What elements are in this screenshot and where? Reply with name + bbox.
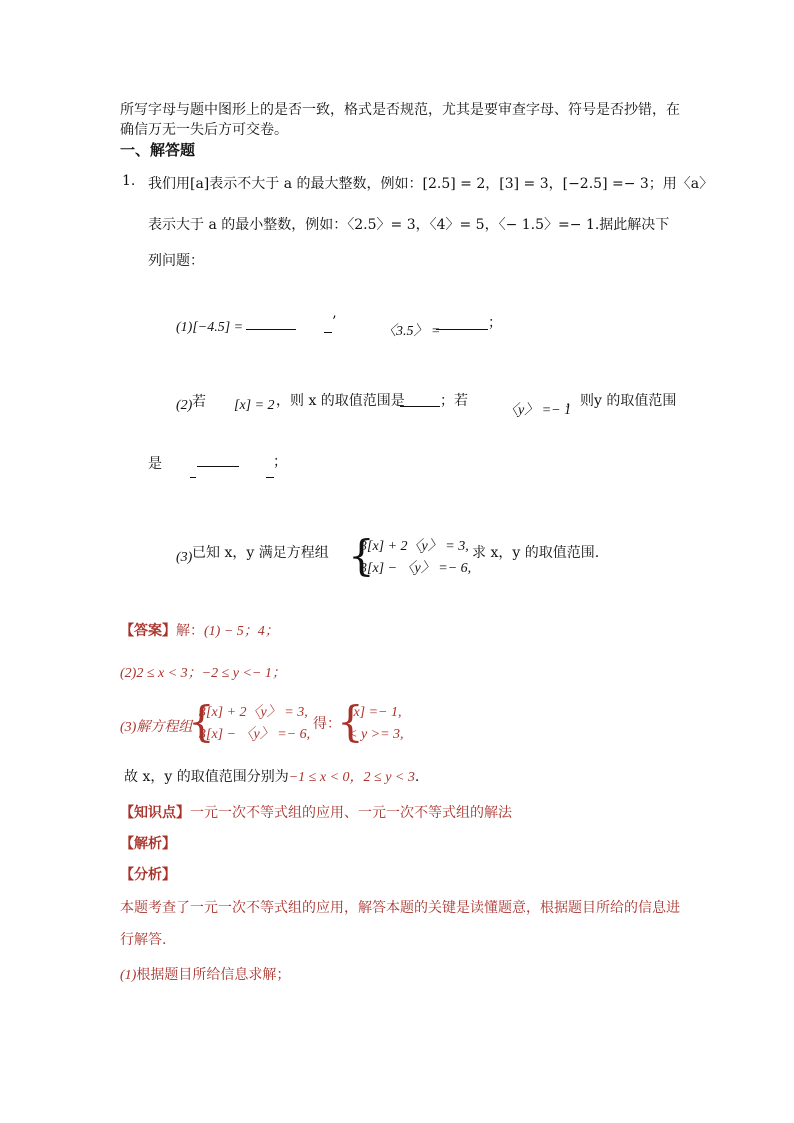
answer-a3-eq1: 3[x] + 2〈y〉 = 3, xyxy=(199,705,308,720)
answer-line-1 xyxy=(120,620,279,640)
intro-line-1: 所写字母与题中图形上的是否一致，格式是否规范，尤其是要审查字母、符号是否抄错，在 xyxy=(120,102,680,118)
section-title: 一、解答题 xyxy=(120,141,196,159)
p2-semi: ；若 xyxy=(440,393,468,409)
p2-ruo: 若 xyxy=(192,394,206,410)
p1-end: ； xyxy=(488,315,502,331)
answer-a3-r2: < y >= 3, xyxy=(348,727,404,742)
answer-a2: (2)2 ≤ x < 3；−2 ≤ y <− 1； xyxy=(120,666,286,681)
p1-blank-1 xyxy=(246,315,296,334)
p2-eq2: 〈y〉 =− 1 xyxy=(504,403,572,418)
p1-label: (1)[−4.5] = xyxy=(176,320,244,335)
knowledge-line xyxy=(120,802,512,822)
p1-b: 〈3.5〉 = xyxy=(382,324,441,339)
step1-text: 根据题目所给信息求解； xyxy=(136,967,291,983)
p3-label: (3) xyxy=(176,550,193,565)
q1-line-2: 表示大于 a 的最小整数，例如：〈2.5〉= 3，〈4〉= 5，〈− 1.5〉=− 1.据此解决下 xyxy=(148,217,670,233)
answer-a4-range: −1 ≤ x < 0，2 ≤ y < 3 xyxy=(288,770,415,785)
step1-label: (1) xyxy=(120,968,137,983)
fenxi-line-1: 本题考查了一元一次不等式组的应用，解答本题的关键是读懂题意，根据题目所给的信息进 xyxy=(120,900,680,916)
answer-brace-1: { xyxy=(188,697,215,746)
answer-a3-de: 得： xyxy=(313,716,341,732)
p2-blank-2 xyxy=(197,452,239,471)
p1-mark: ’ xyxy=(332,314,337,330)
q1-number: 1. xyxy=(122,173,136,189)
jiexi-tag: 【解析】 xyxy=(120,836,176,852)
knowledge-tag: 【知识点】 xyxy=(120,805,190,821)
p3-eq1: 3[x] + 2〈y〉 = 3, xyxy=(360,539,469,554)
answer-a1: (1) − 5；4； xyxy=(204,624,279,639)
answer-a4-end: . xyxy=(414,769,420,785)
step1-line xyxy=(120,964,290,984)
p3-text: 已知 x，y 满足方程组 xyxy=(192,545,329,561)
knowledge-text: 一元一次不等式组的应用、一元一次不等式组的解法 xyxy=(190,805,512,821)
fenxi-tag: 【分析】 xyxy=(120,867,176,883)
p2-text: ，则 x 的取值范围是 xyxy=(276,393,405,409)
p2-blank-1 xyxy=(400,392,440,411)
answer-a3-label: (3)解方程组 xyxy=(120,720,193,735)
p2-text2: ，则y 的取值范围 xyxy=(566,393,677,409)
answer-a3-eq2: 3[x] − 〈y〉 =− 6, xyxy=(199,727,311,742)
answer-a4-prefix: 故 x，y 的取值范围分别为 xyxy=(124,769,289,785)
p2-label: (2) xyxy=(176,398,193,413)
answer-jie: 解： xyxy=(176,623,204,639)
p2-eq: [x] = 2 xyxy=(234,398,275,413)
p3-eq2: 3[x] − 〈y〉 =− 6, xyxy=(360,561,472,576)
p1-blank-1-tail xyxy=(324,318,332,337)
fenxi-line-2: 行解答. xyxy=(120,932,167,948)
answer-brace-2: { xyxy=(337,697,364,746)
p2-shi: 是 xyxy=(148,456,162,472)
p2-blank-2-head xyxy=(190,463,196,482)
answer-tag: 【答案】 xyxy=(120,623,176,639)
answer-a3-r1: [x] =− 1, xyxy=(348,705,402,720)
q1-line-3: 列问题： xyxy=(148,253,204,269)
p2-end: ； xyxy=(273,454,287,470)
q1-line-1: 我们用[a]表示不大于 a 的最大整数，例如：[2.5] = 2，[3] = 3，[−2.5] =− 3；用〈a〉 xyxy=(148,176,714,192)
intro-line-2: 确信万无一失后方可交卷。 xyxy=(120,122,288,138)
p3-tail: 求 x，y 的取值范围. xyxy=(472,545,600,561)
p3-brace: { xyxy=(348,531,375,580)
answer-line-4 xyxy=(124,766,419,786)
p1-blank-2 xyxy=(436,315,488,334)
